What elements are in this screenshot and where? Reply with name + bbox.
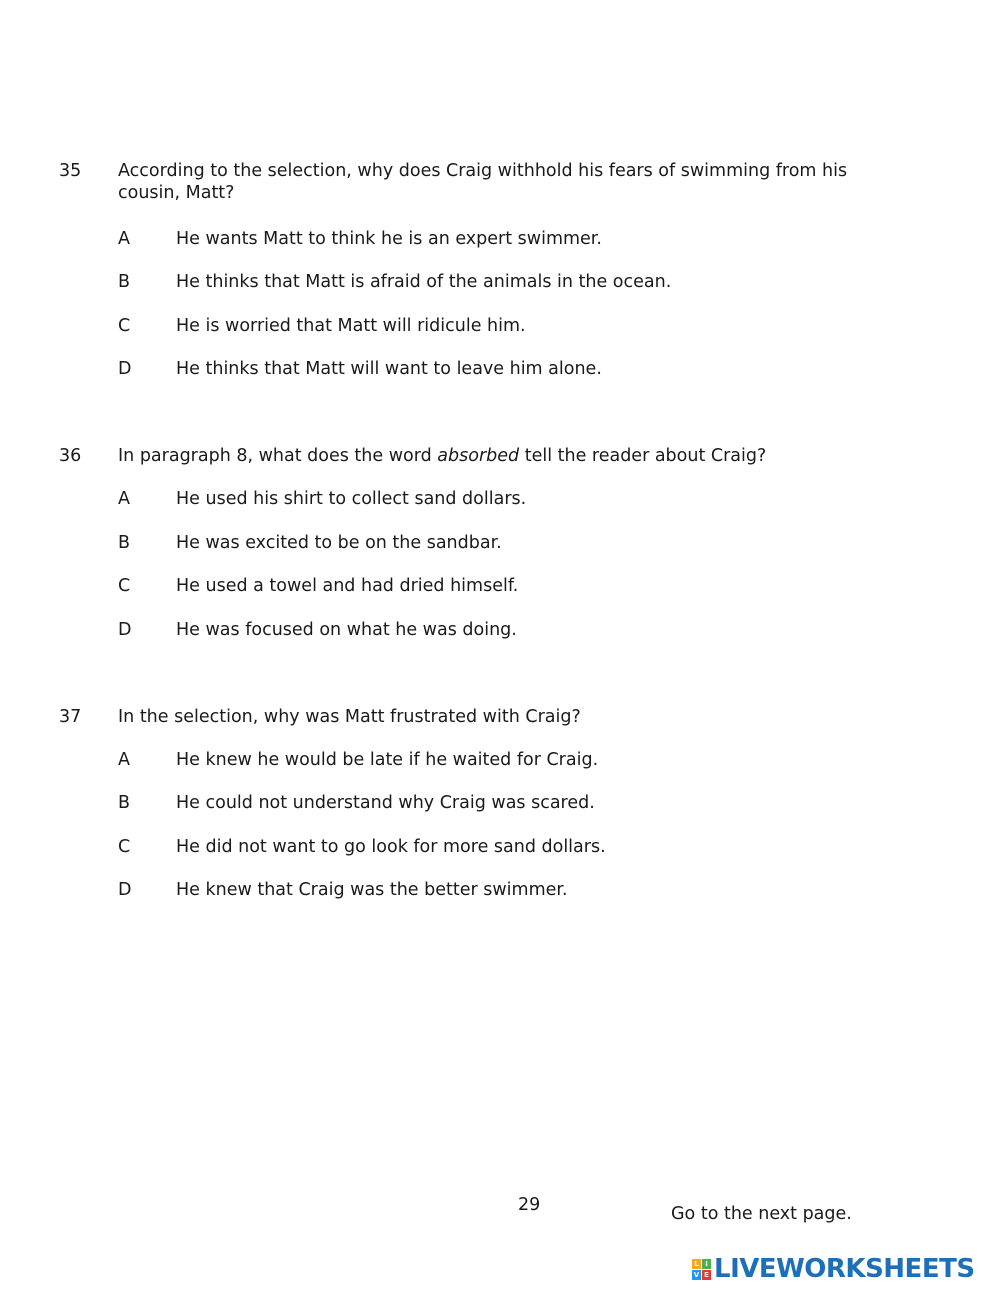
option-letter: B <box>118 793 131 813</box>
option-text: He knew he would be late if he waited for Craig. <box>176 750 599 770</box>
answer-option[interactable] <box>0 575 1000 597</box>
option-text: He did not want to go look for more sand dollars. <box>176 837 606 857</box>
answer-option[interactable] <box>0 271 1000 293</box>
question-stem: According to the selection, why does Craig withhold his fears of swimming from his cousin, Matt? <box>118 161 848 203</box>
option-text: He was excited to be on the sandbar. <box>176 533 502 553</box>
stem-text-before: In paragraph 8, what does the word <box>118 446 438 466</box>
option-letter: C <box>118 837 131 857</box>
liveworksheets-logo <box>692 1254 975 1284</box>
answer-option[interactable] <box>0 358 1000 380</box>
option-text: He thinks that Matt will want to leave him alone. <box>176 359 602 379</box>
option-letter: C <box>118 576 131 596</box>
option-letter: A <box>118 489 130 509</box>
answer-option[interactable] <box>0 879 1000 901</box>
answer-option[interactable] <box>0 749 1000 771</box>
stem-text-after: tell the reader about Craig? <box>519 446 767 466</box>
question-number: 37 <box>59 707 82 727</box>
option-text: He used a towel and had dried himself. <box>176 576 519 596</box>
stem-emphasized-word: absorbed <box>437 446 520 466</box>
logo-text: LIVEWORKSHEETS <box>714 1254 975 1284</box>
option-letter: B <box>118 533 131 553</box>
option-letter: D <box>118 620 132 640</box>
answer-option[interactable] <box>0 488 1000 510</box>
answer-option[interactable] <box>0 532 1000 554</box>
option-text: He thinks that Matt is afraid of the animals in the ocean. <box>176 272 672 292</box>
answer-option[interactable] <box>0 315 1000 337</box>
next-page-text: Go to the next page. <box>671 1204 852 1224</box>
logo-block: E <box>702 1270 711 1280</box>
option-letter: A <box>118 229 130 249</box>
logo-block: I <box>702 1259 711 1269</box>
option-letter: A <box>118 750 130 770</box>
option-text: He could not understand why Craig was scared. <box>176 793 595 813</box>
option-text: He wants Matt to think he is an expert swimmer. <box>176 229 602 249</box>
answer-option[interactable] <box>0 792 1000 814</box>
option-letter: C <box>118 316 131 336</box>
logo-block: L <box>692 1259 701 1269</box>
option-text: He was focused on what he was doing. <box>176 620 517 640</box>
option-text: He knew that Craig was the better swimmer. <box>176 880 568 900</box>
page-number: 29 <box>518 1195 541 1215</box>
answer-option[interactable] <box>0 836 1000 858</box>
question-stem <box>118 445 878 467</box>
question-number: 36 <box>59 446 82 466</box>
option-text: He used his shirt to collect sand dollars. <box>176 489 527 509</box>
option-letter: B <box>118 272 131 292</box>
answer-option[interactable] <box>0 619 1000 641</box>
answer-option[interactable] <box>0 228 1000 250</box>
logo-blocks-icon <box>692 1259 711 1280</box>
option-letter: D <box>118 359 132 379</box>
question-stem: In the selection, why was Matt frustrated with Craig? <box>118 707 581 727</box>
question-number: 35 <box>59 161 82 181</box>
option-letter: D <box>118 880 132 900</box>
option-text: He is worried that Matt will ridicule him. <box>176 316 526 336</box>
logo-block: V <box>693 1270 700 1279</box>
